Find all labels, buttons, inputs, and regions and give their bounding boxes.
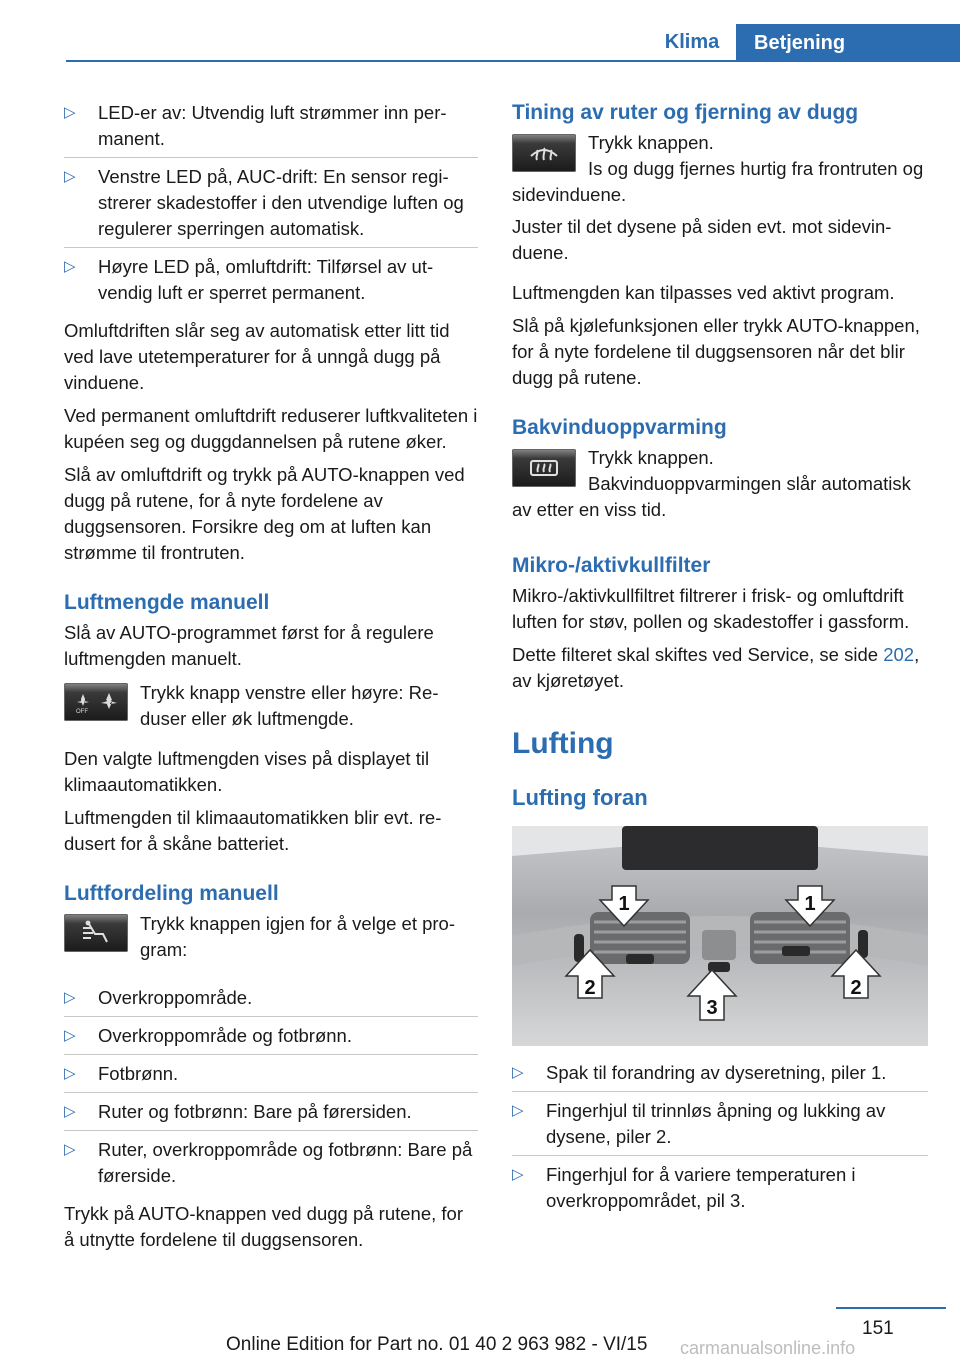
heading-luftfordeling: Luftfordeling manuell	[64, 882, 279, 905]
list-item: ▷ Fotbrønn.	[64, 1061, 478, 1093]
distribution-button-row	[64, 911, 478, 975]
paragraph: Slå på kjølefunksjonen eller trykk AUTO-knappen, for å nyte fordelene til duggsensoren når det blir dugg på rutene.	[512, 315, 920, 388]
front-defrost-text-2: Is og dugg fjernes hurtig fra frontruten og sidevinduene.	[512, 158, 924, 205]
list-item: ▷ Fingerhjul til trinnløs åpning og lukking av dysene, piler 2.	[512, 1098, 928, 1156]
paragraph: Trykk på AUTO-knappen ved dugg på rutene, for å utnytte fordelene til duggsensoren.	[64, 1203, 464, 1250]
arrow-label-3: 3	[706, 997, 718, 1019]
header-rule	[66, 60, 960, 62]
fan-icon	[71, 690, 121, 714]
heading-filter: Mikro-/aktivkullfilter	[512, 554, 711, 577]
page-link[interactable]: 202	[883, 644, 915, 665]
fan-button-text: Trykk knapp venstre eller høyre: Reduser eller øk luftmengde.	[140, 682, 439, 729]
svg-text:OFF: OFF	[76, 709, 88, 714]
triangle-bullet-icon: ▷	[64, 989, 76, 1006]
arrow-label-1-left: 1	[618, 893, 630, 915]
heading-lufting: Lufting	[512, 727, 614, 760]
rear-defrost-text-1: Trykk knappen.	[588, 447, 714, 468]
heading-tining: Tining av ruter og fjerning av dugg	[512, 101, 859, 124]
edition-text: Online Edition for Part no. 01 40 2 963 982 - VI/15	[226, 1334, 648, 1355]
header-tab-betjening: Betjening	[736, 24, 960, 62]
triangle-bullet-icon: ▷	[512, 1102, 524, 1119]
triangle-bullet-icon: ▷	[64, 258, 76, 275]
front-defrost-text-1: Trykk knappen.	[588, 132, 714, 153]
front-defrost-button-icon	[512, 134, 576, 172]
rear-defrost-button-icon	[512, 449, 576, 487]
list-item: ▷ Ruter og fotbrønn: Bare på førersiden.	[64, 1099, 478, 1131]
triangle-bullet-icon: ▷	[512, 1166, 524, 1183]
fan-button-row	[64, 680, 478, 740]
rear-defrost-text-2: Bakvinduoppvarmingen slår automatisk av etter en viss tid.	[512, 473, 911, 520]
triangle-bullet-icon: ▷	[64, 168, 76, 185]
paragraph: Ved permanent omluftdrift reduserer luftkvaliteten i kupéen seg og duggdannelsen på rutene øker.	[64, 405, 478, 452]
fan-speed-button-icon	[64, 683, 128, 721]
rear-defrost-button-row	[512, 445, 928, 523]
list-item: ▷ Venstre LED på, AUC-drift: En sensor registrerer skadestoffer i den utvendige luften og regulerer sperringen automatisk.	[64, 164, 478, 248]
triangle-bullet-icon: ▷	[64, 1027, 76, 1044]
triangle-bullet-icon: ▷	[64, 1103, 76, 1120]
paragraph: Luftmengden kan tilpasses ved aktivt program.	[512, 282, 895, 303]
paragraph: Dette filteret skal skiftes ved Service, se side 202, av kjøretøyet.	[512, 644, 920, 691]
list-item: ▷ Spak til forandring av dyseretning, piler 1.	[512, 1060, 928, 1092]
heading-luftmengde: Luftmengde manuell	[64, 591, 270, 614]
paragraph: Mikro-/aktivkullfiltret filtrerer i frisk- og omluftdrift luften for støv, pollen og skadestoffer i gassform.	[512, 585, 910, 632]
right-column	[512, 100, 928, 1226]
list-item: ▷ LED-er av: Utvendig luft strømmer inn permanent.	[64, 100, 478, 158]
header-section-klima: Klima	[664, 30, 720, 53]
paragraph: Slå av AUTO-programmet først for å regulere luftmengden manuelt.	[64, 622, 434, 669]
arrow-label-2-right: 2	[850, 977, 862, 999]
list-item: ▷ Overkroppområde og fotbrønn.	[64, 1023, 478, 1055]
heading-lufting-foran: Lufting foran	[512, 785, 648, 810]
list-item: ▷ Høyre LED på, omluftdrift: Tilførsel av utvendig luft er sperret permanent.	[64, 256, 434, 303]
paragraph: Luftmengden til klimaautomatikken blir evt. redusert for å skåne batteriet.	[64, 807, 442, 854]
front-defrost-button-row	[512, 130, 928, 208]
list-item: ▷ Fingerhjul for å variere temperaturen i overkroppområdet, pil 3.	[512, 1164, 856, 1211]
paragraph: Slå av omluftdrift og trykk på AUTO-knappen ved dugg på rutene, for å nyte fordelene av duggsensoren. Forsikre deg om at luften kan strømme til frontruten.	[64, 464, 465, 563]
triangle-bullet-icon: ▷	[64, 104, 76, 121]
front-defrost-icon	[527, 140, 561, 166]
list-item: ▷ Ruter, overkroppområde og fotbrønn: Bare på førerside.	[64, 1139, 473, 1186]
arrow-label-1-right: 1	[804, 893, 816, 915]
vent-controls-list	[512, 1060, 928, 1219]
watermark: carmanualsonline.info	[680, 1338, 856, 1358]
air-distribution-button-icon	[64, 914, 128, 952]
heading-bakvindu: Bakvinduoppvarming	[512, 416, 727, 439]
arrow-label-2-left: 2	[584, 977, 596, 999]
paragraph: Den valgte luftmengden vises på displayet til klimaautomatikken.	[64, 748, 430, 795]
dashboard-vents-illustration	[512, 826, 928, 1046]
triangle-bullet-icon: ▷	[512, 1064, 524, 1081]
page-number: 151	[862, 1318, 894, 1339]
distribution-program-list	[64, 985, 478, 1194]
paragraph: Omluftdriften slår seg av automatisk etter litt tid ved lave utetemperaturer for å unngå dugg på vinduene.	[64, 320, 450, 393]
front-vents-photo	[512, 826, 928, 1046]
triangle-bullet-icon: ▷	[64, 1141, 76, 1158]
distribution-button-text: Trykk knappen igjen for å velge et program:	[140, 913, 456, 960]
led-state-list	[64, 100, 478, 311]
rear-window-heat-icon	[527, 455, 561, 481]
paragraph: Juster til det dysene på siden evt. mot sidevinduene.	[512, 216, 892, 263]
seat-airflow-icon	[79, 920, 113, 946]
triangle-bullet-icon: ▷	[64, 1065, 76, 1082]
list-item: ▷ Overkroppområde.	[64, 985, 478, 1017]
footer-rule	[836, 1307, 946, 1309]
left-column	[64, 100, 478, 1260]
